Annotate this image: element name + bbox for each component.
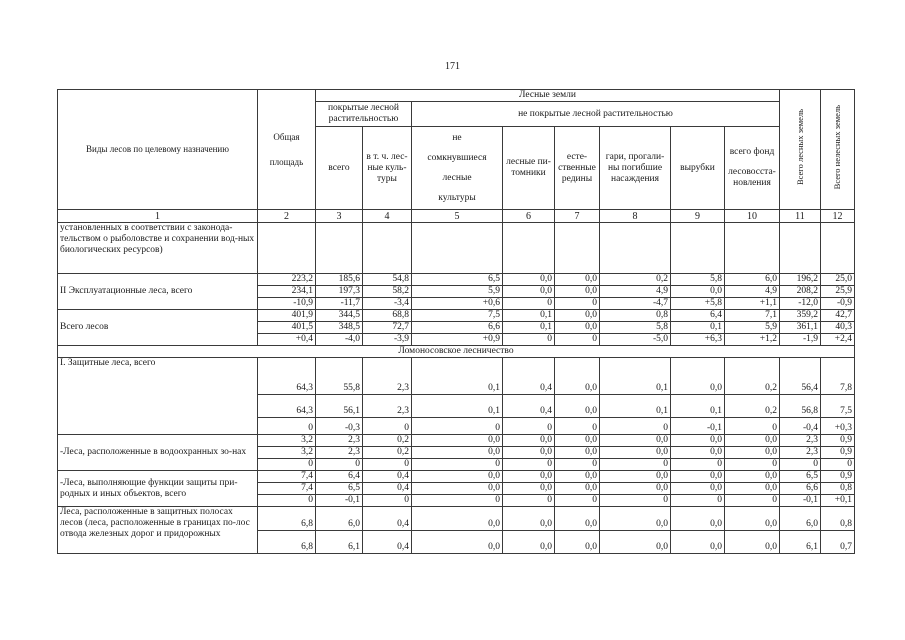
table-cell: 6,0 xyxy=(725,274,780,286)
table-cell: 56,8 xyxy=(780,395,821,418)
table-cell: 5,8 xyxy=(600,322,671,334)
table-cell: 0,9 xyxy=(821,435,855,447)
table-cell: 185,6 xyxy=(316,274,363,286)
table-cell: +0,3 xyxy=(821,418,855,435)
column-numbers-row xyxy=(58,210,855,223)
table-cell: 0,0 xyxy=(555,358,600,395)
table-row xyxy=(58,471,855,483)
table-cell: 0,4 xyxy=(363,483,412,495)
table-cell: 0,0 xyxy=(555,531,600,554)
table-cell: 0 xyxy=(503,459,555,471)
table-cell: 0,1 xyxy=(412,395,503,418)
carryover-text: установленных в соответствии с законода-тельством о рыболовстве и сохранении вод-ных биологических ресурсов) xyxy=(58,223,258,274)
header-unclosed-cultures xyxy=(412,127,503,210)
table-cell: 6,6 xyxy=(412,322,503,334)
table-cell: 58,2 xyxy=(363,286,412,298)
table-cell: 6,6 xyxy=(780,483,821,495)
table-cell: 0 xyxy=(821,459,855,471)
table-cell: 0,8 xyxy=(821,483,855,495)
table-cell: 64,3 xyxy=(258,358,316,395)
header-total-forest-lands xyxy=(780,90,821,210)
table-cell: 2,3 xyxy=(363,395,412,418)
column-number: 8 xyxy=(600,210,671,223)
column-number: 4 xyxy=(363,210,412,223)
table-cell: 0,0 xyxy=(503,471,555,483)
table-cell: 0,0 xyxy=(725,447,780,459)
table-cell: 344,5 xyxy=(316,310,363,322)
table-cell: 0,9 xyxy=(821,471,855,483)
table-cell: 6,8 xyxy=(258,531,316,554)
table-cell: 0,0 xyxy=(600,531,671,554)
table-cell: 7,4 xyxy=(258,483,316,495)
table-cell: 0,1 xyxy=(503,310,555,322)
table-cell: 0,1 xyxy=(600,358,671,395)
table-cell: 0,0 xyxy=(725,435,780,447)
table-cell: 64,3 xyxy=(258,395,316,418)
row-name: -Леса, выполняющие функции защиты при-родных и иных объектов, всего xyxy=(58,471,258,507)
column-number: 3 xyxy=(316,210,363,223)
header-total-nonforest-lands xyxy=(821,90,855,210)
table-cell: 0 xyxy=(363,459,412,471)
row-name: Всего лесов xyxy=(58,310,258,346)
table-cell: 0 xyxy=(412,418,503,435)
table-cell: 401,9 xyxy=(258,310,316,322)
table-cell: 0,9 xyxy=(821,447,855,459)
table-cell: +1,1 xyxy=(725,298,780,310)
header-covered: покрытые лесной растительностью xyxy=(316,102,412,127)
table-cell: 0,2 xyxy=(600,274,671,286)
table-row xyxy=(58,358,855,395)
carryover-row xyxy=(58,223,855,274)
table-row xyxy=(58,507,855,531)
column-number: 10 xyxy=(725,210,780,223)
table-cell: -11,7 xyxy=(316,298,363,310)
table-cell: -5,0 xyxy=(600,334,671,346)
table-cell: 0 xyxy=(412,495,503,507)
table-cell: +6,3 xyxy=(671,334,725,346)
table-cell: 0,1 xyxy=(503,322,555,334)
table-cell: 0 xyxy=(503,495,555,507)
table-cell: 5,9 xyxy=(725,322,780,334)
table-cell: 68,8 xyxy=(363,310,412,322)
table-cell: 3,2 xyxy=(258,435,316,447)
section-title: Ломоносовское лесничество xyxy=(58,346,855,358)
table-cell: 0 xyxy=(600,495,671,507)
table-cell: -3,9 xyxy=(363,334,412,346)
table-cell: 6,4 xyxy=(671,310,725,322)
table-cell: 0,0 xyxy=(503,507,555,531)
table-row xyxy=(58,274,855,286)
table-cell: 6,0 xyxy=(780,507,821,531)
table-cell: 0,0 xyxy=(412,507,503,531)
table-cell: 0,1 xyxy=(412,358,503,395)
table-cell: +0,4 xyxy=(258,334,316,346)
table-cell: 0,0 xyxy=(725,483,780,495)
table-cell: 0,0 xyxy=(600,447,671,459)
table-cell: 0 xyxy=(316,459,363,471)
table-cell: 348,5 xyxy=(316,322,363,334)
table-cell: 0,0 xyxy=(671,435,725,447)
table-cell: 6,8 xyxy=(258,507,316,531)
table-cell: 72,7 xyxy=(363,322,412,334)
table-cell: 0 xyxy=(503,418,555,435)
table-cell: 0,0 xyxy=(671,358,725,395)
table-cell: 7,1 xyxy=(725,310,780,322)
table-cell: +0,9 xyxy=(412,334,503,346)
table-cell: 0,4 xyxy=(363,471,412,483)
table-cell: 0,8 xyxy=(600,310,671,322)
column-number: 11 xyxy=(780,210,821,223)
table-cell: 361,1 xyxy=(780,322,821,334)
table-cell: 197,3 xyxy=(316,286,363,298)
table-cell: 0,1 xyxy=(671,322,725,334)
table-cell: 0,4 xyxy=(503,395,555,418)
table-cell: 0 xyxy=(363,418,412,435)
table-cell: 0,4 xyxy=(363,507,412,531)
table-cell: 223,2 xyxy=(258,274,316,286)
table-cell: -0,1 xyxy=(671,418,725,435)
table-cell: 0 xyxy=(600,459,671,471)
header-total-area xyxy=(258,90,316,210)
table-cell: 0,0 xyxy=(503,435,555,447)
header-reforestation-fund xyxy=(725,127,780,210)
table-cell: -0,1 xyxy=(316,495,363,507)
row-name: -Леса, расположенные в водоохранных зо-нах xyxy=(58,435,258,471)
table-cell: 234,1 xyxy=(258,286,316,298)
table-row xyxy=(58,435,855,447)
table-cell: 6,5 xyxy=(316,483,363,495)
table-cell: 0,0 xyxy=(503,274,555,286)
header-burnt-areas: гари, прогали-ны погибшие насаждения xyxy=(600,127,671,210)
header-total-nonforest-lands-text: Всего нелесных земель xyxy=(832,105,842,190)
header-row-label: Виды лесов по целевому назначению xyxy=(58,90,258,210)
table-cell: 0,0 xyxy=(725,507,780,531)
table-cell: 0,0 xyxy=(600,483,671,495)
table-cell: -1,9 xyxy=(780,334,821,346)
header-clearings: вырубки xyxy=(671,127,725,210)
table-cell: 0 xyxy=(555,459,600,471)
table-cell: 0,0 xyxy=(503,447,555,459)
table-cell: 0,1 xyxy=(671,395,725,418)
table-cell: -3,4 xyxy=(363,298,412,310)
table-cell: -0,1 xyxy=(780,495,821,507)
table-cell: 0,0 xyxy=(725,531,780,554)
row-name: I. Защитные леса, всего xyxy=(58,358,258,435)
table-cell: -10,9 xyxy=(258,298,316,310)
table-cell: 0,0 xyxy=(555,447,600,459)
table-cell: 0 xyxy=(600,418,671,435)
row-name: II Эксплуатационные леса, всего xyxy=(58,274,258,310)
table-cell: 0,2 xyxy=(725,395,780,418)
table-cell: 0,0 xyxy=(412,531,503,554)
table-cell: 0 xyxy=(555,418,600,435)
table-cell: 0,0 xyxy=(503,531,555,554)
section-title-row xyxy=(58,346,855,358)
column-number: 7 xyxy=(555,210,600,223)
header-unclosed-line4: культуры xyxy=(438,192,476,203)
table-cell: 359,2 xyxy=(780,310,821,322)
table-cell: +0,6 xyxy=(412,298,503,310)
table-cell: 0,0 xyxy=(671,286,725,298)
header-nurseries: лесные пи-томники xyxy=(503,127,555,210)
table-cell: 0 xyxy=(258,495,316,507)
table-cell: 0 xyxy=(671,459,725,471)
table-cell: 6,1 xyxy=(780,531,821,554)
table-cell: 0,0 xyxy=(555,471,600,483)
table-cell: 0,0 xyxy=(555,435,600,447)
table-cell: +0,1 xyxy=(821,495,855,507)
table-cell: 196,2 xyxy=(780,274,821,286)
header-total-area-line2: площадь xyxy=(269,156,304,167)
table-cell: 0 xyxy=(671,495,725,507)
table-cell: 0,0 xyxy=(503,483,555,495)
table-cell: 401,5 xyxy=(258,322,316,334)
table-cell: 6,4 xyxy=(316,471,363,483)
table-cell: 5,8 xyxy=(671,274,725,286)
table-cell: 0,0 xyxy=(600,507,671,531)
table-cell: 56,4 xyxy=(780,358,821,395)
table-cell: 4,9 xyxy=(600,286,671,298)
column-number: 6 xyxy=(503,210,555,223)
table-cell: 0,0 xyxy=(555,483,600,495)
table-cell: 0,0 xyxy=(555,322,600,334)
table-cell: 6,5 xyxy=(412,274,503,286)
column-number: 12 xyxy=(821,210,855,223)
table-cell: 0 xyxy=(258,418,316,435)
table-cell: 0,4 xyxy=(363,531,412,554)
table-cell: 0,2 xyxy=(363,435,412,447)
table-cell: 40,3 xyxy=(821,322,855,334)
table-cell: 6,0 xyxy=(316,507,363,531)
table-cell: 2,3 xyxy=(316,447,363,459)
table-cell: 6,1 xyxy=(316,531,363,554)
column-number: 1 xyxy=(58,210,258,223)
table-cell: 25,0 xyxy=(821,274,855,286)
table-cell: 0 xyxy=(363,495,412,507)
table-cell: 7,8 xyxy=(821,358,855,395)
table-cell: 0,1 xyxy=(600,395,671,418)
table-cell: 0,0 xyxy=(671,531,725,554)
header-reforestation-line1: всего фонд xyxy=(729,147,775,157)
header-unclosed-line1: не xyxy=(452,132,462,143)
table-cell: 4,9 xyxy=(725,286,780,298)
table-cell: 0,0 xyxy=(412,471,503,483)
table-cell: 0 xyxy=(503,298,555,310)
table-cell: +1,2 xyxy=(725,334,780,346)
table-cell: 0 xyxy=(555,495,600,507)
table-cell: 0,0 xyxy=(555,507,600,531)
table-cell: 0,0 xyxy=(671,483,725,495)
table-cell: 7,5 xyxy=(412,310,503,322)
table-cell: 0 xyxy=(258,459,316,471)
table-cell: 7,4 xyxy=(258,471,316,483)
table-cell: 5,9 xyxy=(412,286,503,298)
table-cell: 0,7 xyxy=(821,531,855,554)
table-cell: -0,9 xyxy=(821,298,855,310)
table-cell: -4,0 xyxy=(316,334,363,346)
table-cell: 0,2 xyxy=(363,447,412,459)
table-cell: 0,8 xyxy=(821,507,855,531)
table-cell: 0,0 xyxy=(555,310,600,322)
header-covered-total: всего xyxy=(316,127,363,210)
table-cell: 0,0 xyxy=(671,507,725,531)
header-total-forest-lands-text: Всего лесных земель xyxy=(794,109,805,186)
table-cell: 0 xyxy=(555,334,600,346)
table-cell: 3,2 xyxy=(258,447,316,459)
table-cell: +2,4 xyxy=(821,334,855,346)
table-cell: 0,0 xyxy=(555,395,600,418)
table-cell: 0,0 xyxy=(600,471,671,483)
table-cell: 2,3 xyxy=(780,435,821,447)
page-number: 171 xyxy=(445,61,460,72)
header-total-area-line1: Общая xyxy=(273,131,300,142)
table-cell: 0 xyxy=(503,334,555,346)
column-number: 9 xyxy=(671,210,725,223)
table-cell: 42,7 xyxy=(821,310,855,322)
table-cell: -12,0 xyxy=(780,298,821,310)
header-not-covered: не покрытые лесной растительностью xyxy=(412,102,780,127)
header-natural-gaps: есте-ственные редины xyxy=(555,127,600,210)
table-cell: 0 xyxy=(412,459,503,471)
table-cell: 0,0 xyxy=(671,471,725,483)
table-cell: 7,5 xyxy=(821,395,855,418)
table-cell: +5,8 xyxy=(671,298,725,310)
table-cell: 6,5 xyxy=(780,471,821,483)
table-cell: -0,4 xyxy=(780,418,821,435)
table-cell: 0,2 xyxy=(725,358,780,395)
table-cell: 56,1 xyxy=(316,395,363,418)
table-cell: -4,7 xyxy=(600,298,671,310)
table-cell: -0,3 xyxy=(316,418,363,435)
table-cell: 0,0 xyxy=(503,286,555,298)
table-cell: 0 xyxy=(780,459,821,471)
table-cell: 0 xyxy=(725,418,780,435)
table-cell: 2,3 xyxy=(780,447,821,459)
table-cell: 0,0 xyxy=(412,447,503,459)
table-cell: 54,8 xyxy=(363,274,412,286)
header-unclosed-line3: лесные xyxy=(442,172,472,183)
column-number: 5 xyxy=(412,210,503,223)
header-unclosed-line2: сомкнувшиеся xyxy=(427,152,487,163)
header-forest-lands: Лесные земли xyxy=(316,90,780,102)
table-cell: 0,0 xyxy=(412,435,503,447)
row-name: Леса, расположенные в защитных полосах лесов (леса, расположенные в границах по-лос отвода железных дорог и придорожных xyxy=(58,507,258,554)
table-cell: 0,0 xyxy=(671,447,725,459)
header-covered-plantations: в т. ч. лес-ные куль-туры xyxy=(363,127,412,210)
forest-land-table xyxy=(57,89,855,554)
table-cell: 25,9 xyxy=(821,286,855,298)
table-cell: 0,0 xyxy=(555,286,600,298)
table-cell: 55,8 xyxy=(316,358,363,395)
table-cell: 208,2 xyxy=(780,286,821,298)
header-reforestation-line2: лесовосста-новления xyxy=(728,167,776,188)
table-cell: 2,3 xyxy=(363,358,412,395)
table-cell: 0 xyxy=(555,298,600,310)
table-cell: 0,0 xyxy=(555,274,600,286)
table-cell: 2,3 xyxy=(316,435,363,447)
table-cell: 0,0 xyxy=(725,471,780,483)
table-cell: 0,0 xyxy=(412,483,503,495)
table-row xyxy=(58,310,855,322)
table-cell: 0,4 xyxy=(503,358,555,395)
table-cell: 0 xyxy=(725,495,780,507)
table-cell: 0,0 xyxy=(600,435,671,447)
table-cell: 0 xyxy=(725,459,780,471)
column-number: 2 xyxy=(258,210,316,223)
